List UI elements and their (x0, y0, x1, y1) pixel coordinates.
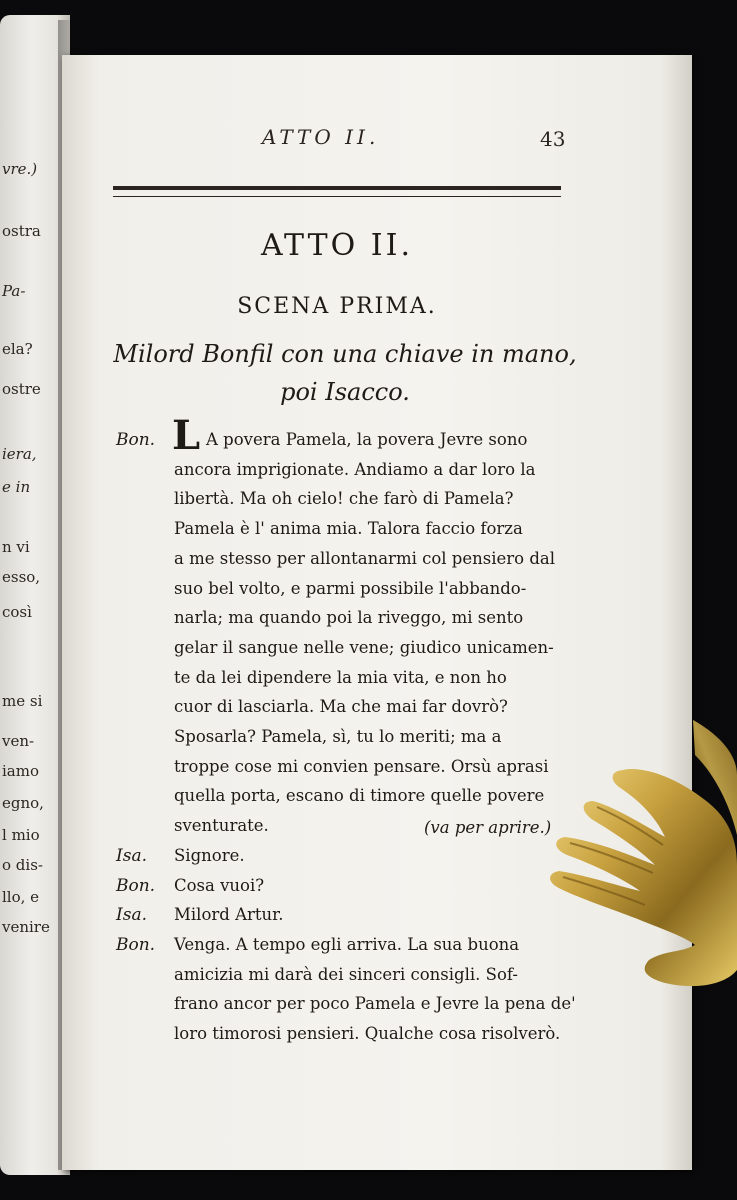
stage-aside: (va per aprire.) (424, 818, 552, 837)
left-page-line: o dis- (2, 856, 43, 874)
header-rule-thin (113, 196, 561, 197)
speaker-label: Bon. (116, 875, 156, 896)
dialogue-line: Milord Artur. (174, 905, 284, 925)
dialogue-line: cuor di lasciarla. Ma che mai far dovrò? (174, 697, 508, 717)
speaker-label: Isa. (116, 845, 147, 866)
dialogue-line: Sposarla? Pamela, sì, tu lo meriti; ma a (174, 727, 502, 746)
dialogue-line: libertà. Ma oh cielo! che farò di Pamela? (174, 489, 514, 509)
speaker-label: Bon. (116, 430, 156, 450)
left-page-line: esso, (2, 568, 41, 586)
brass-hand-page-holder (545, 715, 737, 1005)
left-page-line: vre.) (2, 160, 38, 178)
stage-direction-characters: Milord Bonfil con una chiave in mano, (113, 340, 577, 368)
running-head: ATTO II. (262, 125, 380, 149)
left-page-line: llo, e (2, 888, 40, 906)
dialogue-line: suo bel volto, e parmi possibile l'abbando- (174, 578, 527, 598)
left-page-line: ostre (2, 380, 41, 398)
speaker-label: Bon. (116, 934, 156, 955)
left-page-line: Pa- (2, 282, 26, 300)
dialogue-line: a me stesso per allontanarmi col pensiero dal (174, 548, 556, 568)
left-page-line: n vi (2, 538, 30, 556)
left-page-line: ven- (2, 732, 35, 750)
dialogue-line: quella porta, escano di timore quelle povere (174, 786, 545, 806)
left-page-line: venire (2, 918, 50, 936)
dialogue-line: gelar il sangue nelle vene; giudico unicamen- (174, 637, 554, 657)
dialogue-line: ancora imprigionate. Andiamo a dar loro la (174, 459, 536, 479)
left-page-line: così (2, 603, 32, 621)
header-rule-thick (113, 186, 561, 190)
dialogue-line: loro timorosi pensieri. Qualche cosa risolverò. (174, 1024, 561, 1043)
page-number: 43 (540, 127, 566, 151)
dialogue-line: Venga. A tempo egli arriva. La sua buona (174, 934, 520, 954)
left-page-line: iera, (2, 445, 37, 463)
scene-title: SCENA PRIMA. (237, 294, 437, 319)
dialogue-line: Signore. (174, 845, 245, 865)
stage-direction-entrance: poi Isacco. (280, 378, 410, 406)
left-page-line: me si (2, 692, 43, 710)
drop-cap: L (172, 412, 201, 459)
dialogue-line: amicizia mi darà dei sinceri consigli. Sof- (174, 964, 518, 984)
left-page-line: ela? (2, 340, 33, 358)
dialogue-line: sventurate. (174, 816, 269, 836)
left-page-line: ostra (2, 222, 41, 240)
left-page-line: l mio (2, 826, 40, 844)
dialogue-line: Pamela è l' anima mia. Talora faccio forza (174, 519, 523, 539)
dialogue-line: Cosa vuoi? (174, 875, 265, 895)
speaker-label: Isa. (116, 905, 147, 926)
dialogue-line: A povera Pamela, la povera Jevre sono (206, 430, 528, 449)
left-page-line: iamo (2, 762, 39, 780)
left-page-line: egno, (2, 794, 44, 812)
dialogue-line: troppe cose mi convien pensare. Orsù aprasi (174, 756, 549, 776)
act-title: ATTO II. (261, 228, 413, 263)
dialogue-line: narla; ma quando poi la riveggo, mi sento (174, 608, 524, 628)
dialogue-line: frano ancor per poco Pamela e Jevre la pena de' (174, 994, 576, 1014)
dialogue-line: te da lei dipendere la mia vita, e non ho (174, 667, 507, 687)
left-page-line: e in (2, 478, 31, 496)
